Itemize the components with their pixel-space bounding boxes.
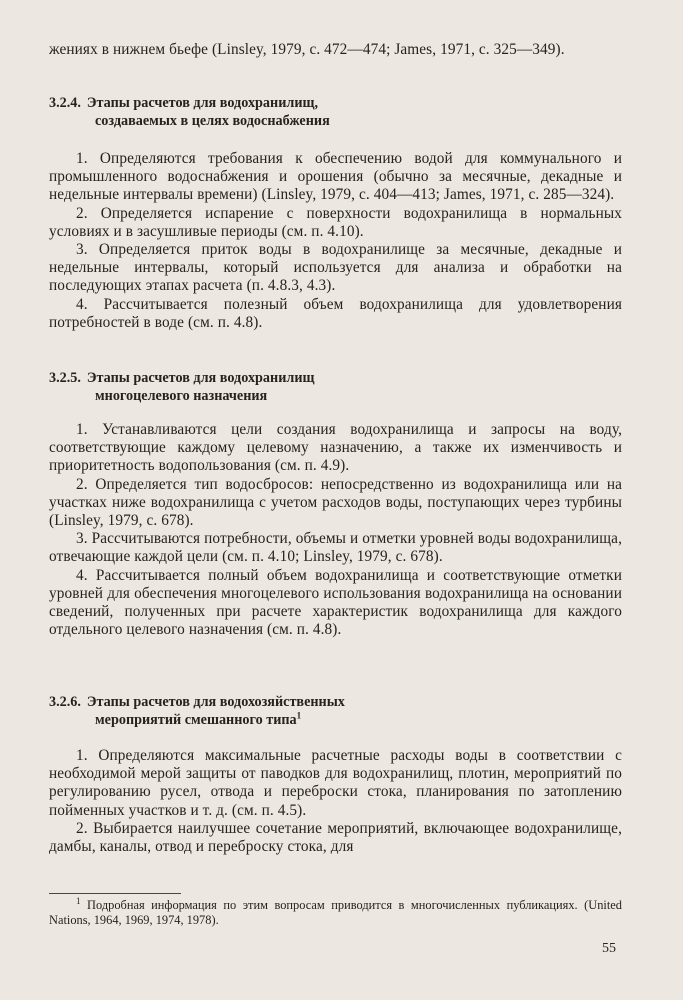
paragraph: 2. Определяется тип водосбросов: непосредственно из водохранилища или на участках ниже водохранилища с учетом расходов воды, поступающих через турбины (Linsley, 1979, с. 678). (49, 475, 622, 530)
section-title-line2: многоцелевого назначения (95, 388, 268, 404)
footnote-divider (49, 893, 181, 894)
section-title-line1: Этапы расчетов для водохранилищ (86, 370, 315, 386)
section-number: 3.2.6. (49, 694, 81, 710)
section-title-line1: Этапы расчетов для водохозяйственных (86, 694, 345, 710)
section-heading-3-2-4 (49, 94, 330, 130)
paragraph: 1. Определяются максимальные расчетные расходы воды в соответствии с необходимой мерой защиты от паводков для водохранилищ, плотин, мероприятий по регулированию русел, отвода и переброски стока, планирования по затоплению пойменных участков и т. д. (см. п. 4.5). (49, 747, 622, 819)
paragraph: 2. Определяется испарение с поверхности водохранилища в нормальных условиях и в засушливые периоды (см. п. 4.10). (49, 204, 622, 240)
section-body-3-2-4 (49, 150, 622, 332)
section-heading-3-2-5 (49, 369, 314, 405)
section-title-line2: мероприятий смешанного типа (95, 712, 297, 728)
paragraph: 4. Рассчитывается полезный объем водохранилища для удовлетворения потребностей в воде (см. п. 4.8). (49, 295, 622, 331)
paragraph: 4. Рассчитывается полный объем водохранилища и соответствующие отметки уровней для обеспечения многоцелевого использования водохранилища на основании сведений, полученных при расчете характеристик водохранилища для каждого отдельного целевого назначения (см. п. 4.8). (49, 566, 622, 639)
paragraph: жениях в нижнем бьефе (Linsley, 1979, с. 472—474; James, 1971, с. 325—349). (49, 41, 565, 58)
paragraph: 3. Рассчитываются потребности, объемы и отметки уровней воды водохранилища, отвечающие каждой цели (см. п. 4.10; Linsley, 1979, с. 678). (49, 530, 622, 566)
paragraph: 2. Выбирается наилучшее сочетание мероприятий, включающее водохранилище, дамбы, каналы, отвод и переброску стока, для (49, 819, 622, 856)
footnote (49, 895, 622, 928)
paragraph: 3. Определяется приток воды в водохранилище за месячные, декадные и недельные интервалы, который используется для анализа и обработки на последующих этапах расчета (п. 4.8.3, 4.3). (49, 241, 622, 295)
section-title-line1: Этапы расчетов для водохранилищ, (86, 95, 319, 111)
paragraph: 1. Устанавливаются цели создания водохранилища и запросы на воду, соответствующие каждому целевому назначению, а также их изменчивость и приоритетность водопользования (см. п. 4.9). (49, 421, 622, 475)
page-number: 55 (602, 941, 616, 956)
section-number: 3.2.5. (49, 370, 81, 386)
paragraph: 1. Определяются требования к обеспечению водой для коммунального и промышленного водоснабжения и орошения (обычно за месячные, декадные и недельные интервалы времени) (Linsley, 1979, с. 404—413; James, 1971, с. 285—324). (49, 150, 622, 204)
section-title-line2: создаваемых в целях водоснабжения (95, 113, 330, 129)
footnote-number: 1 (76, 895, 81, 906)
footnote-marker: 1 (296, 710, 302, 721)
section-body-3-2-5 (49, 421, 622, 639)
section-body-3-2-6 (49, 747, 622, 856)
footnote-text: Подробная информация по этим вопросам приводится в многочисленных публикациях. (United Nations, 1964, 1969, 1974, 1978). (49, 898, 622, 927)
intro-paragraph (49, 41, 622, 59)
section-heading-3-2-6 (49, 693, 345, 729)
section-number: 3.2.4. (49, 95, 81, 111)
